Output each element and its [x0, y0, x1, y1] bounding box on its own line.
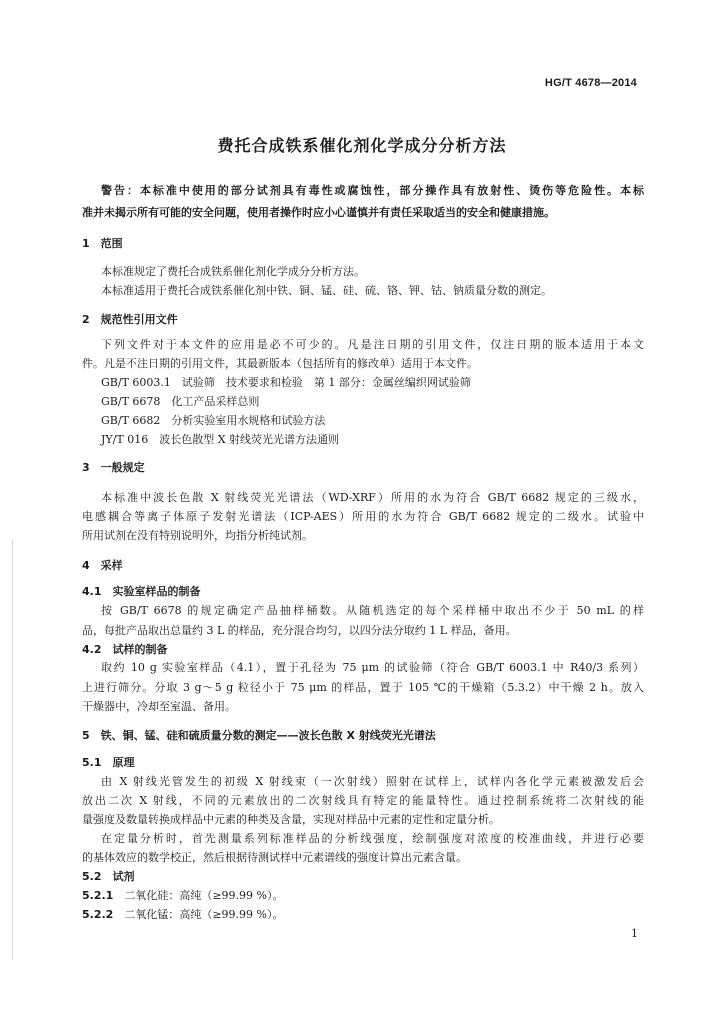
section-4-2-line-3: 干燥器中，冷却至室温、备用。	[82, 700, 236, 713]
section-3-line-2: 电感耦合等离子体原子发射光谱法（ICP-AES）所用的水为符合 GB/T 6682 规定的二级水。试验中	[82, 510, 644, 523]
reference-item: GB/T 6003.1 试验筛 技术要求和检验 第 1 部分：金属丝编织网试验筛	[101, 376, 471, 389]
page-number: 1	[631, 927, 638, 940]
section-4-1-heading: 4.1 实验室样品的制备	[82, 585, 201, 598]
section-2-para-line-1: 下列文件对于本文件的应用是必不可少的。凡是注日期的引用文件，仅注日期的版本适用于本文	[101, 338, 644, 351]
section-1-para-1: 本标准规定了费托合成铁系催化剂化学成分分析方法。	[101, 265, 365, 278]
section-4-1-line-1: 按 GB/T 6678 的规定确定产品抽样桶数。从随机选定的每个采样桶中取出不少于 50 mL 的样	[101, 604, 644, 617]
warning-line-1: 警告：本标准中使用的部分试剂具有毒性或腐蚀性，部分操作具有放射性、烫伤等危险性。本标	[101, 184, 644, 197]
document-title: 费托合成铁系催化剂化学成分分析方法	[217, 136, 507, 155]
section-4-2-line-1: 取约 10 g 实验室样品（4.1），置于孔径为 75 μm 的试验筛（符合 GB/T 6003.1 中 R40/3 系列）	[101, 661, 644, 674]
section-1-para-2: 本标准适用于费托合成铁系催化剂中铁、铜、锰、硅、硫、铬、钾、钴、钠质量分数的测定。	[101, 284, 552, 297]
section-1-heading: 1 范围	[82, 237, 123, 250]
section-3-heading: 3 一般规定	[82, 461, 145, 474]
reagent-text: 二氧化锰：高纯（≥99.99 %）。	[124, 908, 284, 921]
section-4-1-line-2: 品，每批产品取出总量约 3 L 的样品，充分混合均匀，以四分法分取约 1 L 样品，备用。	[82, 624, 517, 637]
section-5-2-heading: 5.2 试剂	[82, 870, 135, 883]
reference-item: GB/T 6682 分析实验室用水规格和试验方法	[101, 414, 326, 427]
section-5-1-para-2-line-2: 的基体效应的数学校正，然后根据待测试样中元素谱线的强度计算出元素含量。	[82, 851, 467, 864]
section-4-heading: 4 采样	[82, 559, 123, 572]
section-4-2-line-2: 上进行筛分。分取 3 g～5 g 粒径小于 75 μm 的样品，置于 105 ℃的干燥箱（5.3.2）中干燥 2 h。放入	[82, 681, 644, 694]
reference-item: GB/T 6678 化工产品采样总则	[101, 395, 260, 408]
section-2-para-line-2: 件。凡是不注日期的引用文件，其最新版本（包括所有的修改单）适用于本文件。	[82, 357, 478, 370]
section-5-heading: 5 铁、铜、锰、硅和硫质量分数的测定——波长色散 X 射线荧光光谱法	[82, 729, 436, 742]
reagent-item	[82, 888, 283, 904]
warning-line-2: 准并未揭示所有可能的安全问题，使用者操作时应小心谨慎并有责任采取适当的安全和健康措施。	[82, 206, 555, 219]
section-5-1-para-1-line-3: 量强度及数量转换成样品中元素的种类及含量，实现对样品中元素的定性和定量分析。	[82, 813, 500, 826]
reagent-text: 二氧化硅：高纯（≥99.99 %）。	[124, 889, 284, 902]
section-5-1-para-1-line-1: 由 X 射线光管发生的初级 X 射线束（一次射线）照射在试样上，试样内各化学元素被激发后会	[101, 775, 644, 788]
reagent-number: 5.2.1	[82, 889, 114, 902]
reagent-item	[82, 907, 283, 923]
section-5-1-heading: 5.1 原理	[82, 756, 135, 769]
scan-margin-line	[12, 540, 13, 960]
section-5-1-para-1-line-2: 放出二次 X 射线，不同的元素放出的二次射线具有特定的能量特性。通过控制系统将二次射线的能	[82, 794, 644, 807]
section-5-1-para-2-line-1: 在定量分析时，首先测量系列标准样品的分析线强度，绘制强度对浓度的校准曲线，并进行必要	[101, 832, 644, 845]
section-2-heading: 2 规范性引用文件	[82, 313, 178, 326]
section-4-2-heading: 4.2 试样的制备	[82, 643, 168, 656]
reference-item: JY/T 016 波长色散型 X 射线荧光光谱方法通则	[101, 433, 340, 446]
section-3-line-1: 本标准中波长色散 X 射线荧光光谱法（WD-XRF）所用的水为符合 GB/T 6682 规定的三级水，	[101, 491, 644, 504]
section-3-line-3: 所用试剂在没有特别说明外，均指分析纯试剂。	[82, 529, 313, 542]
reagent-number: 5.2.2	[82, 908, 114, 921]
standard-code: HG/T 4678—2014	[544, 77, 637, 89]
